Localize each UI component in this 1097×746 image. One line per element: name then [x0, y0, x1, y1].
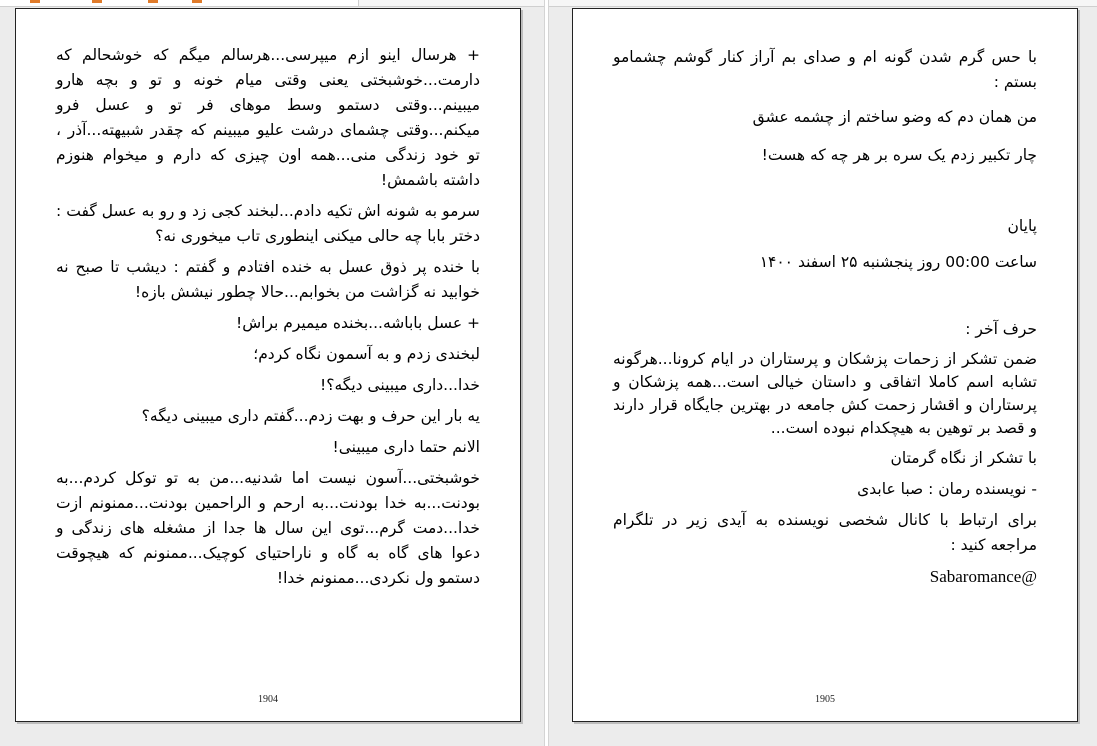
paragraph: خوشبختی...آسون نیست اما شدنیه...من به تو توکل کردم...به بودنت...به خدا بودنت...به ارحم و الراحمین بودنت...ممنونم ازت خدا...دمت گرم...توی این سال ها جدا از مشغله های زندگی و دعوا های گاه به گاه و ناراحتیای کوچیک...ممنونم که هیچوقت دستمو ول نکردی...ممنونم خدا!: [56, 469, 480, 587]
toolbar-mark: [92, 0, 102, 3]
end-timestamp: ساعت 00:00 روز پنجشنبه ۲۵ اسفند ۱۴۰۰: [759, 253, 1037, 271]
paragraph: یه بار این حرف و بهت زدم...گفتم داری میبینی دیگه؟: [141, 407, 480, 425]
paragraph: + عسل باباشه...بخنده میمیرم براش!: [236, 314, 480, 332]
page-gutter: [544, 0, 549, 746]
spacer: [613, 283, 1037, 317]
end-label: پایان: [1007, 217, 1037, 235]
right-page-body: [613, 45, 1037, 595]
paragraph: الانم حتما داری میبینی!: [332, 438, 480, 456]
thanks-line: با تشکر از نگاه گرمتان: [890, 449, 1037, 467]
afterword-title: حرف آخر :: [965, 320, 1037, 338]
paragraph: لبخندی زدم و به آسمون نگاه کردم؛: [253, 345, 480, 363]
poem-line: چار تکبیر زدم یک سره بر هر چه که هست!: [761, 146, 1037, 164]
left-page-body: [56, 43, 480, 597]
afterword-text: ضمن تشکر از زحمات پزشکان و پرستاران در ایام کرونا...هرگونه تشابه اسم کاملا اتفاقی و داستان خیالی است...همه پزشکان و پرستاران و اقشار زحمت کش جامعه در بهترین جایگاه قرار دارند و قصد بر توهین به هیچکدام نبوده است...: [613, 350, 1037, 437]
toolbar-divider: [358, 0, 1097, 7]
toolbar-mark: [30, 0, 40, 3]
page-number: 1904: [258, 694, 278, 705]
toolbar-mark: [192, 0, 202, 3]
author-line: - نویسنده رمان : صبا عابدی: [857, 480, 1037, 498]
toolbar-strip: [0, 0, 360, 7]
right-page: [572, 8, 1078, 722]
toolbar-mark: [148, 0, 158, 3]
left-page: [15, 8, 521, 722]
paragraph: با خنده پر ذوق عسل به خنده افتادم و گفتم : دیشب تا صبح نه خوابید نه گزاشت من بخوابم...حالا چطور نیشش بازه!: [56, 258, 480, 301]
page-number: 1905: [815, 694, 835, 705]
telegram-handle: Sabaromance@: [929, 567, 1037, 586]
paragraph: + هرسال اینو ازم میپرسی...هرسالم میگم که خوشحالم که دارمت...خوشبختی یعنی وقتی میام خونه و تو و بچه هارو میبینم...وقتی دستمو وسط موهای فر تو و عسل فرو میکنم...وقتی چشمای درشت علیو میبینم که چقدر شبیهته...آذر ، تو خود زندگی منی...همه اون چیزی که دارم و میخوام هنوزم داشته باشمش!: [56, 46, 480, 189]
poem-line: من همان دم که وضو ساختم از چشمه عشق: [752, 108, 1037, 126]
paragraph: با حس گرم شدن گونه ام و صدای بم آراز کنار گوشم چشمامو بستم :: [613, 48, 1037, 91]
paragraph: خدا...داری میبینی دیگه؟!: [320, 376, 480, 394]
contact-line: برای ارتباط با کانال شخصی نویسنده به آیدی زیر در تلگرام مراجعه کنید :: [613, 511, 1037, 554]
paragraph: سرمو به شونه اش تکیه دادم...لبخند کجی زد و رو به عسل گفت : دختر بابا چه حالی میکنی اینطوری تاب میخوری نه؟: [56, 202, 480, 245]
spacer: [613, 177, 1037, 211]
